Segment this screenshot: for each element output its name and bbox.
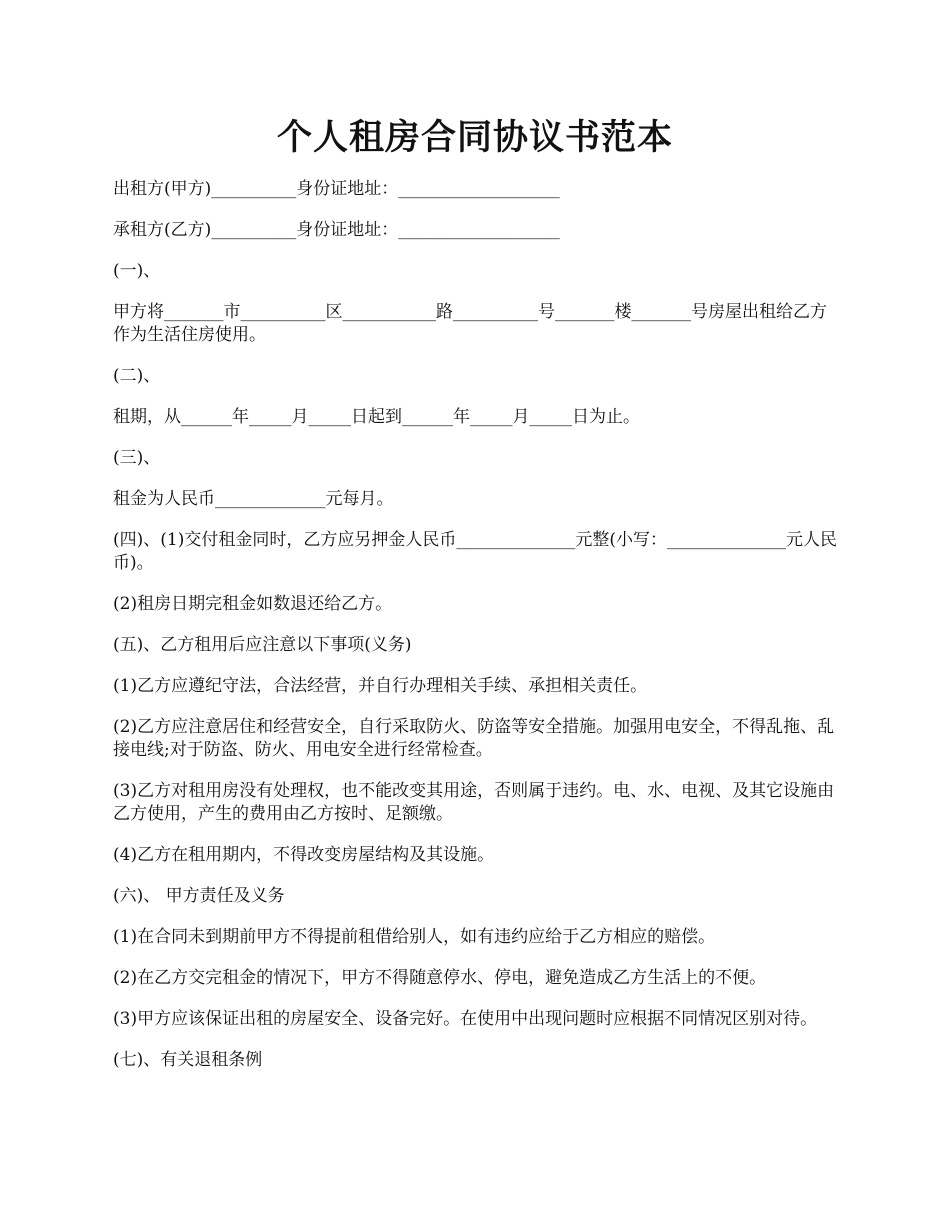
clause-landlord-duty-1: (1)在合同未到期前甲方不得提前租借给别人，如有违约应给于乙方相应的赔偿。 bbox=[113, 927, 716, 947]
clause-tenant-duty-4: (4)乙方在租用期内，不得改变房屋结构及其设施。 bbox=[113, 845, 495, 865]
clause-deposit: (四)、(1)交付租金同时，乙方应另押金人民币______________元整(小写：______________元人民币)。 bbox=[113, 530, 837, 573]
section-heading-3: (三)、 bbox=[113, 448, 161, 468]
clause-monthly-rent: 租金为人民币_____________元每月。 bbox=[113, 489, 394, 509]
section-heading-6: (六)、 甲方责任及义务 bbox=[113, 886, 285, 906]
section-heading-2: (二)、 bbox=[113, 366, 161, 386]
clause-tenant-duty-3: (3)乙方对租用房没有处理权，也不能改变其用途，否则属于违约。电、水、电视、及其它设施由乙方使用，产生的费用由乙方按时、足额缴。 bbox=[113, 781, 835, 824]
clause-tenant-duty-2: (2)乙方应注意居住和经营安全，自行采取防火、防盗等安全措施。加强用电安全，不得乱拖、乱接电线;对于防盗、防火、用电安全进行经常检查。 bbox=[113, 717, 835, 760]
clause-lease-term: 租期，从______年_____月_____日起到______年_____月_____日为止。 bbox=[113, 407, 640, 427]
clause-lessor: 出租方(甲方)__________身份证地址：___________________ bbox=[113, 179, 560, 199]
section-heading-7: (七)、有关退租条例 bbox=[113, 1050, 263, 1070]
clause-tenant-duty-1: (1)乙方应遵纪守法，合法经营，并自行办理相关手续、承担相关责任。 bbox=[113, 676, 648, 696]
clause-landlord-duty-3: (3)甲方应该保证出租的房屋安全、设备完好。在使用中出现问题时应根据不同情况区别对待。 bbox=[113, 1009, 818, 1029]
section-heading-1: (一)、 bbox=[113, 261, 161, 281]
clause-deposit-refund: (2)租房日期完租金如数退还给乙方。 bbox=[113, 594, 393, 614]
section-heading-5: (五)、乙方租用后应注意以下事项(义务) bbox=[113, 635, 412, 655]
clause-property-location: 甲方将_______市__________区___________路__________号_______楼_______号房屋出租给乙方作为生活住房使用。 bbox=[113, 302, 827, 345]
document-title: 个人租房合同协议书范本 bbox=[276, 117, 673, 158]
clause-landlord-duty-2: (2)在乙方交完租金的情况下，甲方不得随意停水、停电，避免造成乙方生活上的不便。 bbox=[113, 968, 767, 988]
document-body bbox=[113, 178, 840, 1090]
clause-lessee: 承租方(乙方)__________身份证地址：___________________ bbox=[113, 220, 560, 240]
